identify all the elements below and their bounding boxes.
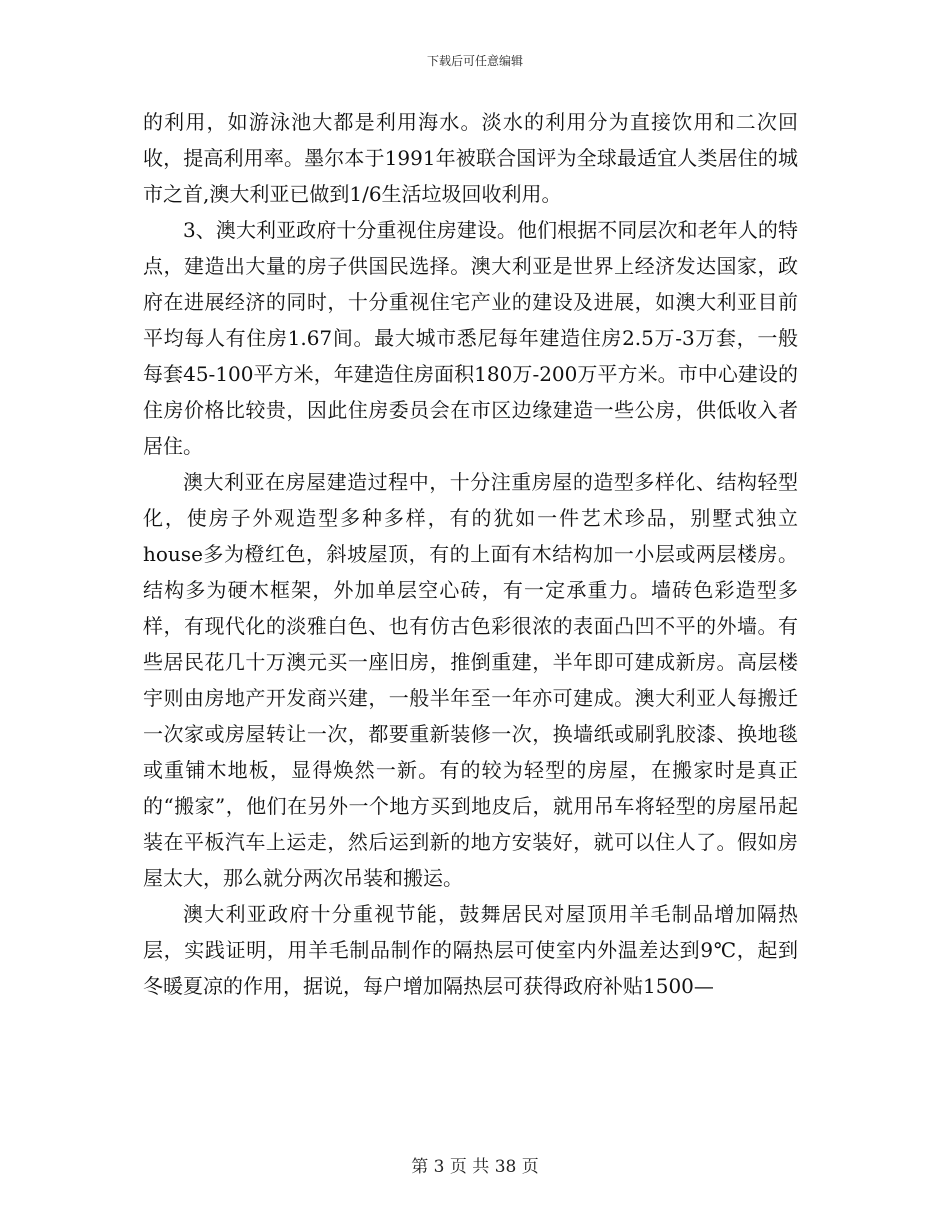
paragraph-energy-saving: 澳大利亚政府十分重视节能，鼓舞居民对屋顶用羊毛制品增加隔热层，实践证明，用羊毛制品制作的隔热层可使室内外温差达到9℃，起到冬暖夏凉的作用，据说，每户增加隔热层可获得政府补贴1500— — [143, 902, 798, 998]
page-footer: 第 3 页 共 38 页 — [411, 1157, 539, 1177]
paragraph-continuation: 的利用，如游泳池大都是利用海水。淡水的利用分为直接饮用和二次回收，提高利用率。墨尔本于1991年被联合国评为全球最适宜人类居住的城市之首,澳大利亚已做到1/6生活垃圾回收利用。 — [143, 110, 798, 206]
paragraph-building-process: 澳大利亚在房屋建造过程中，十分注重房屋的造型多样化、结构轻型化，使房子外观造型多种多样，有的犹如一件艺术珍品，别墅式独立house多为橙红色，斜坡屋顶，有的上面有木结构加一小层或两层楼房。结构多为硬木框架，外加单层空心砖，有一定承重力。墙砖色彩造型多样，有现代化的淡雅白色、也有仿古色彩很浓的表面凸凹不平的外墙。有些居民花几十万澳元买一座旧房，推倒重建，半年即可建成新房。高层楼宇则由房地产开发商兴建，一般半年至一年亦可建成。澳大利亚人每搬迁一次家或房屋转让一次，都要重新装修一次，换墙纸或刷乳胶漆、换地毯或重铺木地板，显得焕然一新。有的较为轻型的房屋，在搬家时是真正的“搬家”，他们在另外一个地方买到地皮后，就用吊车将轻型的房屋吊起装在平板汽车上运走，然后运到新的地方安装好，就可以住人了。假如房屋太大，那么就分两次吊装和搬运。 — [143, 470, 798, 890]
document-body — [143, 104, 798, 1004]
paragraph-housing-construction: 3、澳大利亚政府十分重视住房建设。他们根据不同层次和老年人的特点，建造出大量的房子供国民选择。澳大利亚是世界上经济发达国家，政府在进展经济的同时，十分重视住宅产业的建设及进展，如澳大利亚目前平均每人有住房1.67间。最大城市悉尼每年建造住房2.5万-3万套，一般每套45-100平方米，年建造住房面积180万-200万平方米。市中心建设的住房价格比较贵，因此住房委员会在市区边缘建造一些公房，供低收入者居住。 — [143, 218, 798, 458]
page-header: 下载后可任意编辑 — [426, 54, 523, 68]
